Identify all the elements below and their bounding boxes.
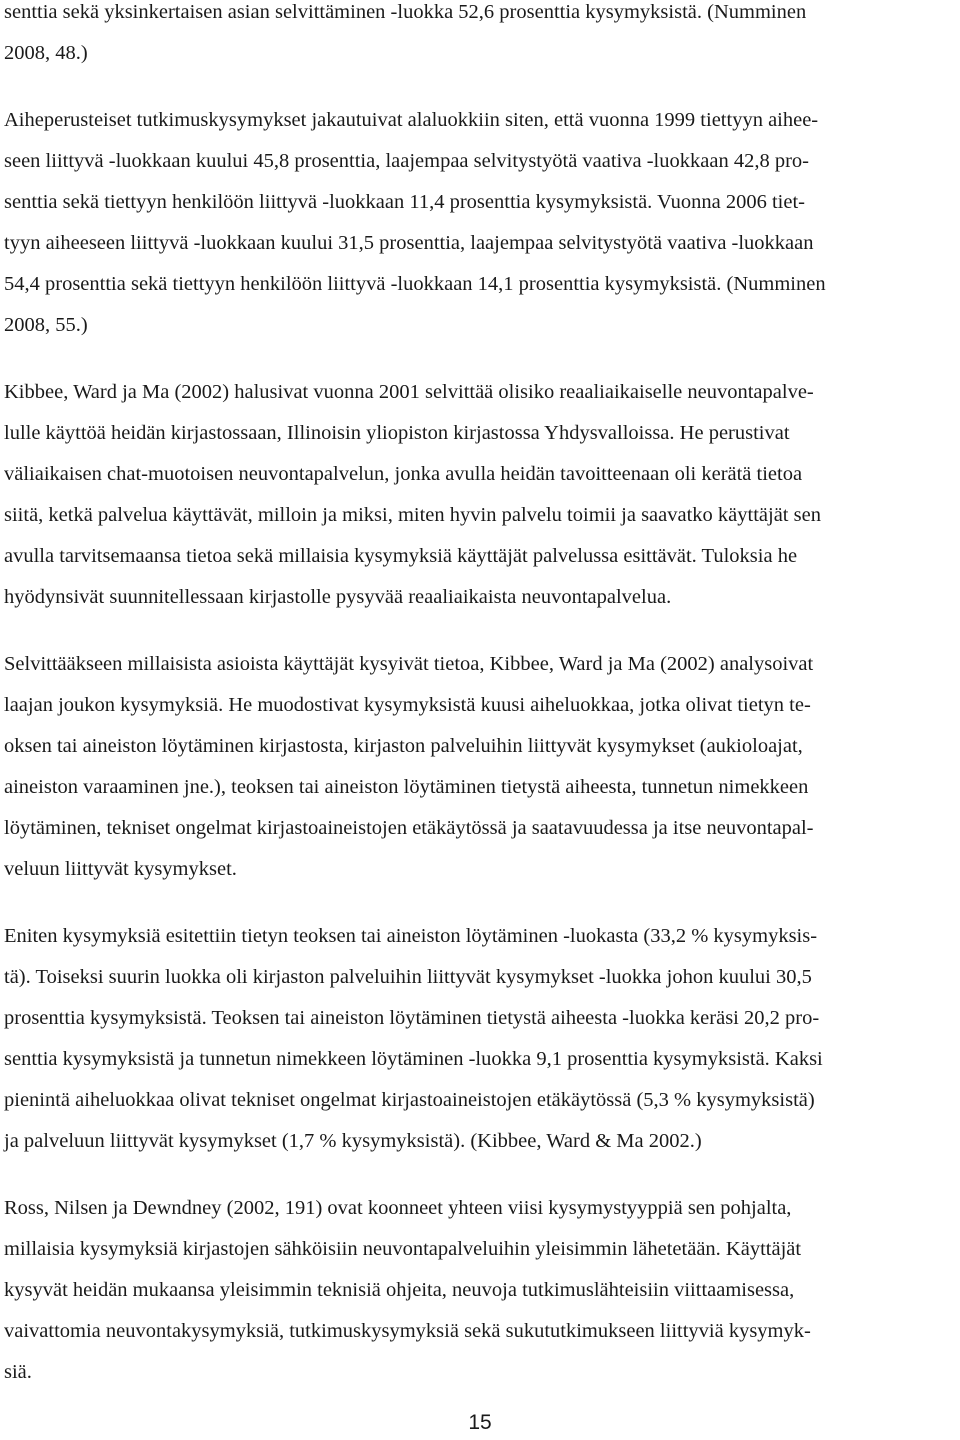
text-line: Ross, Nilsen ja Dewndney (2002, 191) ovat koonneet yhteen viisi kysymystyyppiä sen pohjalta, — [4, 1197, 792, 1219]
text-line: senttia sekä yksinkertaisen asian selvittäminen -luokka 52,6 prosenttia kysymyksistä. (Numminen — [4, 1, 807, 23]
text-line: senttia sekä tiettyyn henkilöön liittyvä -luokkaan 11,4 prosenttia kysymyksistä. Vuonna 2006 tiet- — [4, 191, 805, 213]
text-line: senttia kysymyksistä ja tunnetun nimekkeen löytäminen -luokka 9,1 prosenttia kysymyksistä. Kaksi — [4, 1048, 823, 1070]
text-line: 54,4 prosenttia sekä tiettyyn henkilöön liittyvä -luokkaan 14,1 prosenttia kysymyksistä. (Numminen — [4, 273, 826, 295]
text-line: aineiston varaaminen jne.), teoksen tai aineiston löytäminen tietystä aiheesta, tunnetun nimekkeen — [4, 776, 809, 798]
text-line: vaivattomia neuvontakysymyksiä, tutkimuskysymyksiä sekä sukututkimukseen liittyviä kysymyk- — [4, 1320, 811, 1342]
text-line: väliaikaisen chat-muotoisen neuvontapalvelun, jonka avulla heidän tavoitteenaan oli kerätä tietoa — [4, 463, 803, 485]
text-line: kysyvät heidän mukaansa yleisimmin teknisiä ohjeita, neuvoja tutkimuslähteisiin viittaamisessa, — [4, 1279, 795, 1301]
text-line: hyödynsivät suunnitellessaan kirjastolle pysyvää reaaliaikaista neuvontapalvelua. — [4, 586, 672, 608]
text-line: tyyn aiheeseen liittyvä -luokkaan kuului 31,5 prosenttia, laajempaa selvitystyötä vaativa -luokkaan — [4, 232, 814, 254]
text-line: 2008, 48.) — [4, 42, 88, 64]
text-line: löytäminen, tekniset ongelmat kirjastoaineistojen etäkäytössä ja saatavuudessa ja itse neuvontapal- — [4, 817, 814, 839]
text-line: laajan joukon kysymyksiä. He muodostivat kysymyksistä kuusi aiheluokkaa, jotka olivat tietyn te- — [4, 694, 811, 716]
text-line: seen liittyvä -luokkaan kuului 45,8 prosenttia, laajempaa selvitystyötä vaativa -luokkaan 42,8 pro- — [4, 150, 809, 172]
text-line: siä. — [4, 1361, 32, 1383]
page-number: 15 — [468, 1411, 492, 1434]
text-line: siitä, ketkä palvelua käyttävät, milloin ja miksi, miten hyvin palvelu toimii ja saavatko käyttäjät sen — [4, 504, 821, 526]
text-line: ja palveluun liittyvät kysymykset (1,7 % kysymyksistä). (Kibbee, Ward & Ma 2002.) — [4, 1130, 702, 1152]
text-line: avulla tarvitsemaansa tietoa sekä millaisia kysymyksiä käyttäjät palvelussa esittävät. Tuloksia he — [4, 545, 798, 567]
text-line: prosenttia kysymyksistä. Teoksen tai aineiston löytäminen tietystä aiheesta -luokka keräsi 20,2 pro- — [4, 1007, 820, 1029]
text-line: Aiheperusteiset tutkimuskysymykset jakautuivat alaluokkiin siten, että vuonna 1999 tiettyyn aihee- — [4, 109, 819, 131]
text-line: 2008, 55.) — [4, 314, 88, 336]
text-line: tä). Toiseksi suurin luokka oli kirjaston palveluihin liittyvät kysymykset -luokka johon kuului 30,5 — [4, 966, 812, 988]
text-line: oksen tai aineiston löytäminen kirjastosta, kirjaston palveluihin liittyvät kysymykset (aukioloajat, — [4, 735, 803, 757]
text-line: Eniten kysymyksiä esitettiin tietyn teoksen tai aineiston löytäminen -luokasta (33,2 % kysymyksis- — [4, 925, 818, 947]
text-line: pienintä aiheluokkaa olivat tekniset ongelmat kirjastoaineistojen etäkäytössä (5,3 % kysymyksistä) — [4, 1089, 815, 1111]
text-line: Selvittääkseen millaisista asioista käyttäjät kysyivät tietoa, Kibbee, Ward ja Ma (2002) analysoivat — [4, 653, 814, 675]
text-line: veluun liittyvät kysymykset. — [4, 858, 237, 880]
text-line: Kibbee, Ward ja Ma (2002) halusivat vuonna 2001 selvittää olisiko reaaliaikaiselle neuvontapalve- — [4, 381, 814, 403]
text-line: lulle käyttöä heidän kirjastossaan, Illinoisin yliopiston kirjastossa Yhdysvalloissa. He perustivat — [4, 422, 790, 444]
text-line: millaisia kysymyksiä kirjastojen sähköisiin neuvontapalveluihin yleisimmin lähetetään. Käyttäjät — [4, 1238, 802, 1260]
